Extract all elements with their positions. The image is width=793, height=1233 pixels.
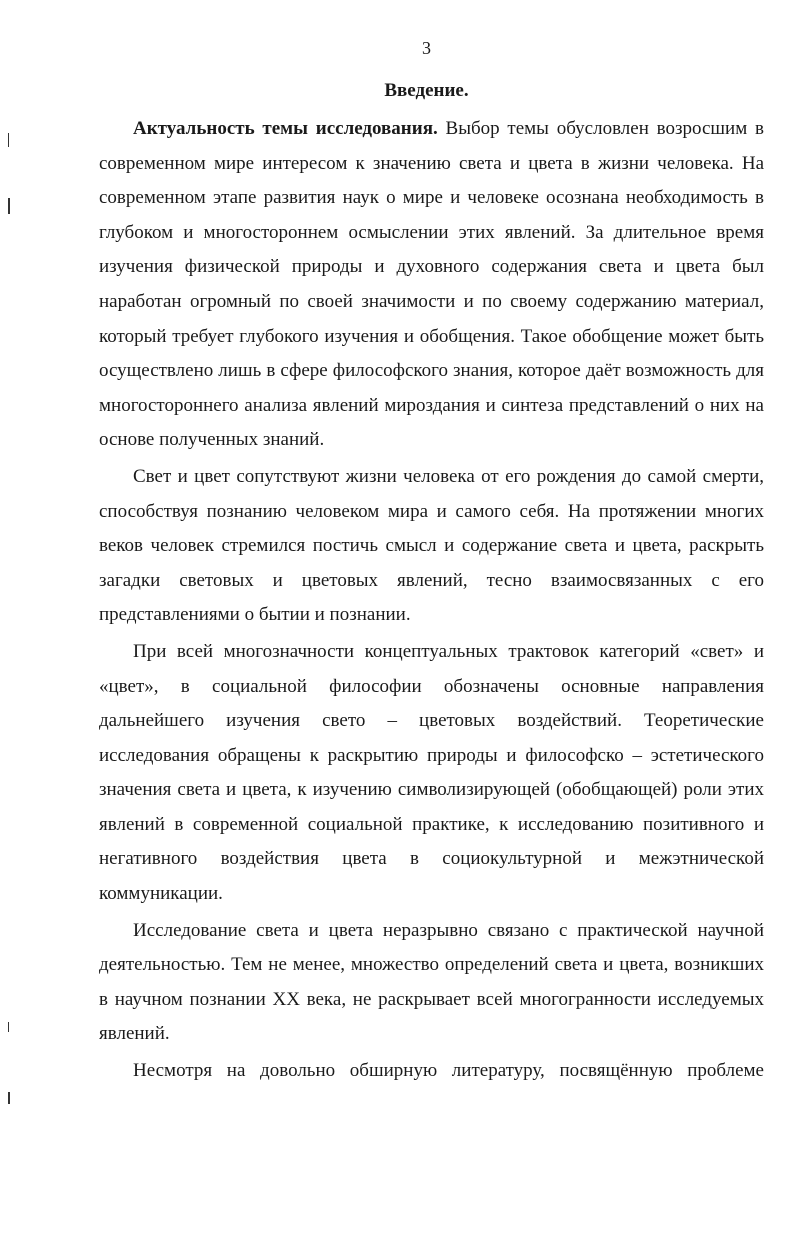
scan-artifact — [8, 1092, 10, 1104]
paragraph-lead-heading: Актуальность темы исследования. — [133, 118, 438, 139]
page-title: Введение. — [384, 80, 469, 101]
body-text — [99, 112, 764, 1089]
paragraph-conceptual-interpretations: При всей многозначности концептуальных трактовок категорий «свет» и «цвет», в социальной философии обозначены основные направления дальнейшего изучения свето – цветовых воздействий. Теоретические исследования обращены к раскрытию природы и философско – эстетического значения света и цвета, к изучению символизирующей (обобщающей) роли этих явлений в современной социальной практике, к исследованию позитивного и негативного воздействия цвета в социокультурной и межэтнической коммуникации. — [99, 640, 764, 905]
scan-artifact — [8, 198, 10, 214]
page-number: 3 — [422, 38, 431, 58]
scan-artifact — [8, 133, 9, 147]
paragraph-text: Выбор темы обусловлен возросшим в современном мире интересом к значению света и цвета в жизни человека. На современном этапе развития наук о мире и человеке осознана необходимость в глубоком и многостороннем осмыслении этих явлений. За длительное время изучения физической природы и духовного содержания света и цвета был наработан огромный по своей значимости и по своему содержанию материал, который требует глубокого изучения и обобщения. Такое обобщение может быть осуществлено лишь в сфере философского знания, которое даёт возможность для многостороннего анализа явлений мироздания и синтеза представлений о них на основе полученных знаний. — [99, 118, 765, 451]
scan-artifact — [8, 1022, 9, 1032]
paragraph-relevance — [99, 112, 764, 458]
paragraph-literature: Несмотря на довольно обширную литературу, посвящённую проблеме — [133, 1060, 764, 1082]
paragraph-research-practice: Исследование света и цвета неразрывно связано с практической научной деятельностью. Тем не менее, множество определений света и цвета, возникших в научном познании XX века, не раскрывает всей многогранности исследуемых явлений. — [99, 919, 764, 1045]
paragraph-light-and-color: Свет и цвет сопутствуют жизни человека от его рождения до самой смерти, способствуя познанию человеком мира и самого себя. На протяжении многих веков человек стремился постичь смысл и содержание света и цвета, раскрыть загадки световых и цветовых явлений, тесно взаимосвязанных с его представлениями о бытии и познании. — [99, 465, 764, 626]
